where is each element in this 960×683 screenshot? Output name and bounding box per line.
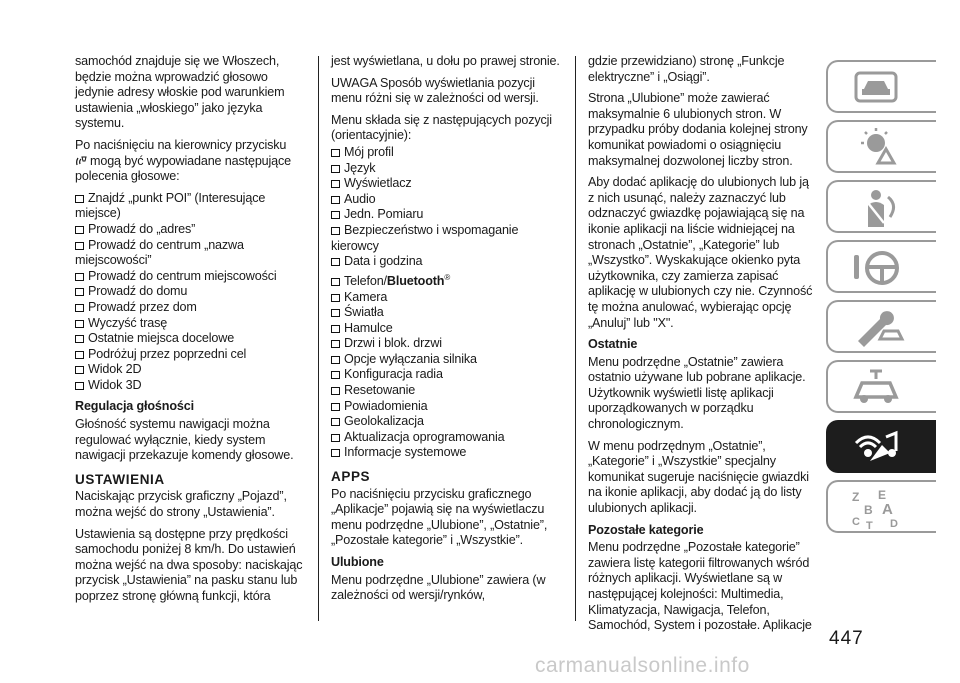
voice-commands-list xyxy=(75,191,305,394)
list-item: Kamera xyxy=(331,290,563,306)
voice-commands-text: mogą być wypowiadane następujące polecenia głosowe: xyxy=(75,153,292,184)
volume-paragraph: Głośność systemu nawigacji można regulować wyłącznie, kiedy system nawigacji przekazuje komendy głosowe. xyxy=(75,417,294,463)
bullet-box-icon xyxy=(331,403,340,411)
chapter-tabs xyxy=(826,60,938,540)
ulubione-heading: Ulubione xyxy=(331,555,384,569)
list-item: Ostatnie miejsca docelowe xyxy=(75,331,305,347)
page-number: 447 xyxy=(829,628,864,649)
bullet-box-icon xyxy=(331,449,340,457)
list-item: Geolokalizacja xyxy=(331,414,563,430)
watermark: carmanualsonline.info xyxy=(535,654,750,677)
list-item: Prowadź do „adres” xyxy=(75,222,305,238)
tab-safety[interactable] xyxy=(826,180,936,233)
intro-paragraph: samochód znajduje się we Włoszech, będzie można wprowadzić głosowo jedynie adresy włoskie pod warunkiem ustawienia „włoskiego” jako języka systemu. xyxy=(75,54,285,131)
bullet-box-icon xyxy=(75,304,84,312)
ostatnie-paragraph-2: W menu podrzędnym „Ostatnie”, „Kategorie” i „Wszystkie” specjalny komunikat sugeruje naciśnięcie gwiazdki na ikonie aplikacji, aby dodać ją do listy ulubionych aplikacji. xyxy=(588,438,809,516)
steering-wheel-icon xyxy=(850,247,910,289)
list-item: Telefon/Bluetooth® xyxy=(331,270,563,290)
pozostale-heading: Pozostałe kategorie xyxy=(588,522,704,537)
wrench-car-icon xyxy=(850,307,910,349)
bullet-box-icon xyxy=(75,226,84,234)
volume-heading: Regulacja głośności xyxy=(75,399,194,414)
bullet-box-icon xyxy=(75,273,84,281)
bullet-box-icon xyxy=(331,165,340,173)
dashboard-car-icon xyxy=(850,67,910,109)
bullet-box-icon xyxy=(75,242,84,250)
tab-warning-lights[interactable] xyxy=(826,120,936,173)
column-separator xyxy=(575,56,576,621)
tab-specifications[interactable] xyxy=(826,360,936,413)
bullet-box-icon xyxy=(331,434,340,442)
tab-maintenance[interactable] xyxy=(826,300,936,353)
tab-multimedia[interactable] xyxy=(826,420,936,473)
list-item: Hamulce xyxy=(331,321,563,337)
list-item: Drzwi i blok. drzwi xyxy=(331,336,563,352)
bullet-box-icon xyxy=(75,351,84,359)
column-3 xyxy=(588,54,818,640)
bullet-box-icon xyxy=(75,382,84,390)
bullet-box-icon xyxy=(331,196,340,204)
bullet-box-icon xyxy=(331,149,340,157)
bullet-box-icon xyxy=(331,387,340,395)
svg-text:T: T xyxy=(866,520,873,531)
tab-index[interactable] xyxy=(826,480,936,533)
list-item: Mój profil xyxy=(331,145,563,161)
bullet-box-icon xyxy=(331,325,340,333)
bullet-box-icon xyxy=(331,418,340,426)
list-item: Powiadomienia xyxy=(331,399,563,415)
bullet-box-icon xyxy=(75,320,84,328)
bullet-box-icon xyxy=(331,356,340,364)
list-item: Wyczyść trasę xyxy=(75,316,305,332)
list-item: Podróżuj przez poprzedni cel xyxy=(75,347,305,363)
bullet-box-icon xyxy=(75,366,84,374)
bullet-box-icon xyxy=(331,340,340,348)
apps-paragraph: Po naciśnięciu przycisku graficznego „Aplikacje” pojawią się na wyświetlaczu menu podrzędne „Ulubione”, „Ostatnie”, „Pozostałe kategorie” i „Wszystkie”. xyxy=(331,486,548,548)
settings-paragraph-2: Ustawienia są dostępne przy prędkości samochodu poniżej 8 km/h. Do ustawień można wejść na dwa sposoby: naciskając przycisk „Ustawienia” na pasku stanu lub poprzez stronę główną funkcji, która xyxy=(75,526,303,603)
list-item: Wyświetlacz xyxy=(331,176,563,192)
bullet-box-icon xyxy=(331,278,340,286)
settings-menu-list xyxy=(331,145,563,461)
pozostale-paragraph: Menu podrzędne „Pozostałe kategorie” zawiera listę kategorii filtrowanych wśród różnych aplikacji. Wyświetlane są w następującej kolejności: Multimedia, Klimatyzacja, Nawigacja, Telefon, Samochód, System i pozostałe. Aplikacje xyxy=(588,540,812,633)
bullet-box-icon xyxy=(331,180,340,188)
list-item: Bezpieczeństwo i wspomaganie kierowcy xyxy=(331,222,519,253)
settings-paragraph-1: Naciskając przycisk graficzny „Pojazd”, można wejść do strony „Ustawienia”. xyxy=(75,489,287,520)
list-item: Widok 3D xyxy=(75,378,305,394)
bullet-box-icon xyxy=(75,288,84,296)
multimedia-icon xyxy=(850,427,910,469)
bullet-box-icon xyxy=(331,294,340,302)
bullet-box-icon xyxy=(331,227,340,235)
voice-commands-lead: Po naciśnięciu na kierownicy przycisku xyxy=(75,137,287,152)
tab-driving[interactable] xyxy=(826,240,936,293)
ostatnie-paragraph-1: Menu podrzędne „Ostatnie” zawiera ostatnio używane lub pobrane aplikacje. Użytkownik wyświetli listę aplikacji uporządkowanych w porządku chronologicznym. xyxy=(588,354,806,432)
list-item: Data i godzina xyxy=(331,254,563,270)
list-item: Audio xyxy=(331,192,563,208)
list-item: Aktualizacja oprogramowania xyxy=(331,430,563,446)
favorites-add-paragraph: Aby dodać aplikację do ulubionych lub ją z nich usunąć, należy zaznaczyć lub odznaczyć gwiazdkę pojawiającą się na ikonie aplikacji na liście widniejącej na stronach „Ostatnie”, „Kategorie” lub „Wszystko”. Wyskakujące okienko pyta użytkownika, czy zamierza zapisać aplikację w ulubionych czy nie. Czynność tę można anulować, wybierając opcję „Anuluj” lub "X". xyxy=(588,175,813,330)
column-2 xyxy=(331,54,563,610)
tab-dashboard[interactable] xyxy=(826,60,936,113)
favorites-limit-paragraph: Strona „Ulubione” może zawierać maksymalnie 6 ulubionych stron. W przypadku próby dodania kolejnej strony komunikat powiadomi o osiągnięciu maksymalnej dozwolonej liczby stron. xyxy=(588,91,808,168)
apps-heading: APPS xyxy=(331,469,371,485)
svg-text:D: D xyxy=(890,518,898,530)
list-item: Resetowanie xyxy=(331,383,563,399)
list-item: Opcje wyłączania silnika xyxy=(331,352,563,368)
column-separator xyxy=(318,56,319,621)
svg-text:C: C xyxy=(852,516,860,528)
list-item: Język xyxy=(331,161,563,177)
voice-button-icon xyxy=(75,155,88,167)
list-item: Prowadź przez dom xyxy=(75,300,305,316)
list-item: Jedn. Pomiaru xyxy=(331,207,563,223)
bullet-box-icon xyxy=(331,371,340,379)
specs-car-icon xyxy=(850,367,910,409)
menu-intro: Menu składa się z następujących pozycji (orientacyjnie): xyxy=(331,112,552,143)
list-item: Światła xyxy=(331,305,563,321)
list-item: Widok 2D xyxy=(75,362,305,378)
list-item: Prowadź do centrum „nazwa miejscowości” xyxy=(75,237,244,268)
list-item: Informacje systemowe xyxy=(331,445,563,461)
list-item: Prowadź do domu xyxy=(75,284,305,300)
svg-text:Z: Z xyxy=(852,490,860,504)
list-item: Prowadź do centrum miejscowości xyxy=(75,269,305,285)
bullet-box-icon xyxy=(75,335,84,343)
ostatnie-heading: Ostatnie xyxy=(588,337,638,352)
note-paragraph: UWAGA Sposób wyświetlania pozycji menu różni się w zależności od wersji. xyxy=(331,75,539,106)
svg-text:B: B xyxy=(864,503,873,517)
index-letters-icon xyxy=(850,487,920,531)
bullet-box-icon xyxy=(331,309,340,317)
column-1 xyxy=(75,54,305,611)
ulubione-continued: gdzie przewidziano) stronę „Funkcje elektryczne” i „Osiągi”. xyxy=(588,54,785,84)
bullet-box-icon xyxy=(331,258,340,266)
bullet-box-icon xyxy=(75,195,84,203)
bullet-box-icon xyxy=(331,211,340,219)
settings-heading: USTAWIENIA xyxy=(75,471,165,487)
seatbelt-airbag-icon xyxy=(850,187,910,229)
svg-text:A: A xyxy=(882,501,893,518)
ulubione-paragraph: Menu podrzędne „Ulubione” zawiera (w zależności od wersji/rynków, xyxy=(331,572,546,603)
svg-text:E: E xyxy=(878,488,887,502)
list-item: Konfiguracja radia xyxy=(331,367,563,383)
voice-commands-paragraph xyxy=(75,138,305,185)
warning-lights-icon xyxy=(850,127,910,169)
settings-continued: jest wyświetlana, u dołu po prawej stronie. xyxy=(331,54,560,68)
list-item: Znajdź „punkt POI” (Interesujące miejsce) xyxy=(75,190,266,221)
